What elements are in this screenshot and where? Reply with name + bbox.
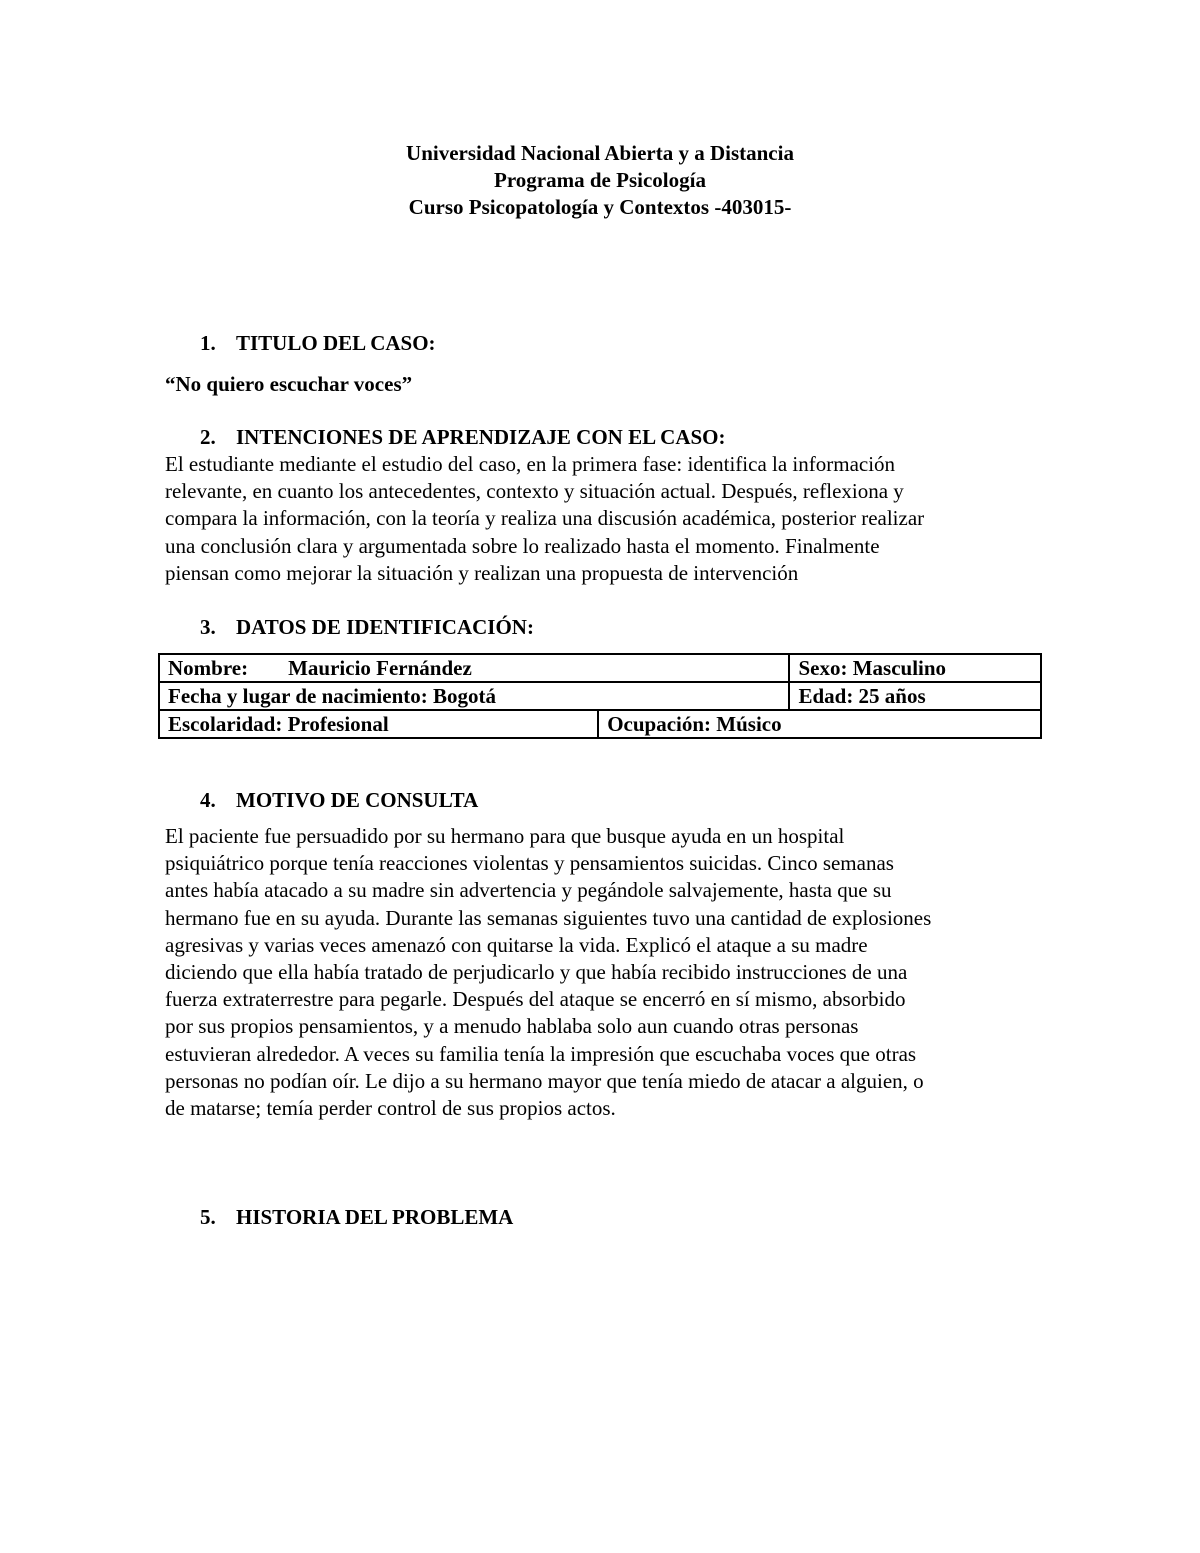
- edad-cell: Edad: 25 años: [789, 682, 1041, 710]
- nombre-cell: [159, 654, 789, 682]
- table-row: [159, 710, 1041, 738]
- paragraph-line: piensan como mejorar la situación y realizan una propuesta de intervención: [165, 560, 799, 585]
- paragraph-line: El paciente fue persuadido por su hermano para que busque ayuda en un hospital: [165, 824, 845, 848]
- section-2-heading: [200, 424, 726, 451]
- paragraph-line: una conclusión clara y argumentada sobre lo realizado hasta el momento. Finalmente: [165, 533, 880, 558]
- paragraph-line: estuvieran alrededor. A veces su familia tenía la impresión que escuchaba voces que otras: [165, 1041, 917, 1066]
- section-5-number: 5.: [200, 1205, 216, 1229]
- section-1-number: 1.: [200, 331, 216, 355]
- course-name: Curso Psicopatología y Contextos -403015-: [408, 195, 792, 219]
- paragraph-line: El estudiante mediante el estudio del caso, en la primera fase: identifica la información: [165, 452, 896, 476]
- section-3-number: 3.: [200, 615, 216, 639]
- document-header: [0, 140, 1200, 221]
- ocupacion-cell: Ocupación: Músico: [598, 710, 1041, 738]
- paragraph-line: de matarse; temía perder control de sus propios actos.: [165, 1096, 616, 1121]
- paragraph-line: psiquiátrico porque tenía reacciones violentas y pensamientos suicidas. Cinco semanas: [165, 851, 894, 876]
- program-name: Programa de Psicología: [494, 168, 706, 192]
- paragraph-line: personas no podían oír. Le dijo a su hermano mayor que tenía miedo de atacar a alguien, o: [165, 1068, 924, 1093]
- section-3-title: DATOS DE IDENTIFICACIÓN:: [236, 615, 534, 639]
- motivo-paragraph: [165, 823, 1045, 1122]
- nombre-value: Mauricio Fernández: [288, 656, 472, 680]
- case-title: “No quiero escuchar voces”: [165, 372, 413, 396]
- paragraph-line: hermano fue en su ayuda. Durante las semanas siguientes tuvo una cantidad de explosiones: [165, 905, 932, 930]
- section-2-number: 2.: [200, 425, 216, 449]
- section-3-heading: [200, 614, 534, 641]
- identification-table: [158, 653, 1042, 739]
- section-4-title: MOTIVO DE CONSULTA: [236, 788, 479, 812]
- table-row: [159, 654, 1041, 682]
- paragraph-line: fuerza extraterrestre para pegarle. Después del ataque se encerró en sí mismo, absorbido: [165, 987, 906, 1012]
- section-4-number: 4.: [200, 788, 216, 812]
- section-2-title: INTENCIONES DE APRENDIZAJE CON EL CASO:: [236, 425, 726, 449]
- university-name: Universidad Nacional Abierta y a Distancia: [406, 141, 794, 165]
- paragraph-line: por sus propios pensamientos, y a menudo hablaba solo aun cuando otras personas: [165, 1014, 859, 1039]
- nombre-label: Nombre:: [168, 656, 249, 680]
- paragraph-line: compara la información, con la teoría y realiza una discusión académica, posterior realizar: [165, 506, 925, 531]
- intenciones-paragraph: [165, 451, 1045, 587]
- escolaridad-cell: Escolaridad: Profesional: [159, 710, 598, 738]
- paragraph-line: relevante, en cuanto los antecedentes, contexto y situación actual. Después, reflexiona y: [165, 479, 904, 504]
- paragraph-line: antes había atacado a su madre sin advertencia y pegándole salvajemente, hasta que su: [165, 878, 892, 903]
- section-1-heading: [200, 330, 436, 357]
- section-4-heading: [200, 787, 478, 814]
- section-5-heading: [200, 1204, 513, 1231]
- paragraph-line: diciendo que ella había tratado de perjudicarlo y que había recibido instrucciones de una: [165, 960, 908, 985]
- table-row: [159, 682, 1041, 710]
- section-1-title: TITULO DEL CASO:: [236, 331, 436, 355]
- paragraph-line: agresivas y varias veces amenazó con quitarse la vida. Explicó el ataque a su madre: [165, 932, 868, 957]
- section-5-title: HISTORIA DEL PROBLEMA: [236, 1205, 514, 1229]
- sexo-cell: Sexo: Masculino: [789, 654, 1041, 682]
- fecha-cell: Fecha y lugar de nacimiento: Bogotá: [159, 682, 789, 710]
